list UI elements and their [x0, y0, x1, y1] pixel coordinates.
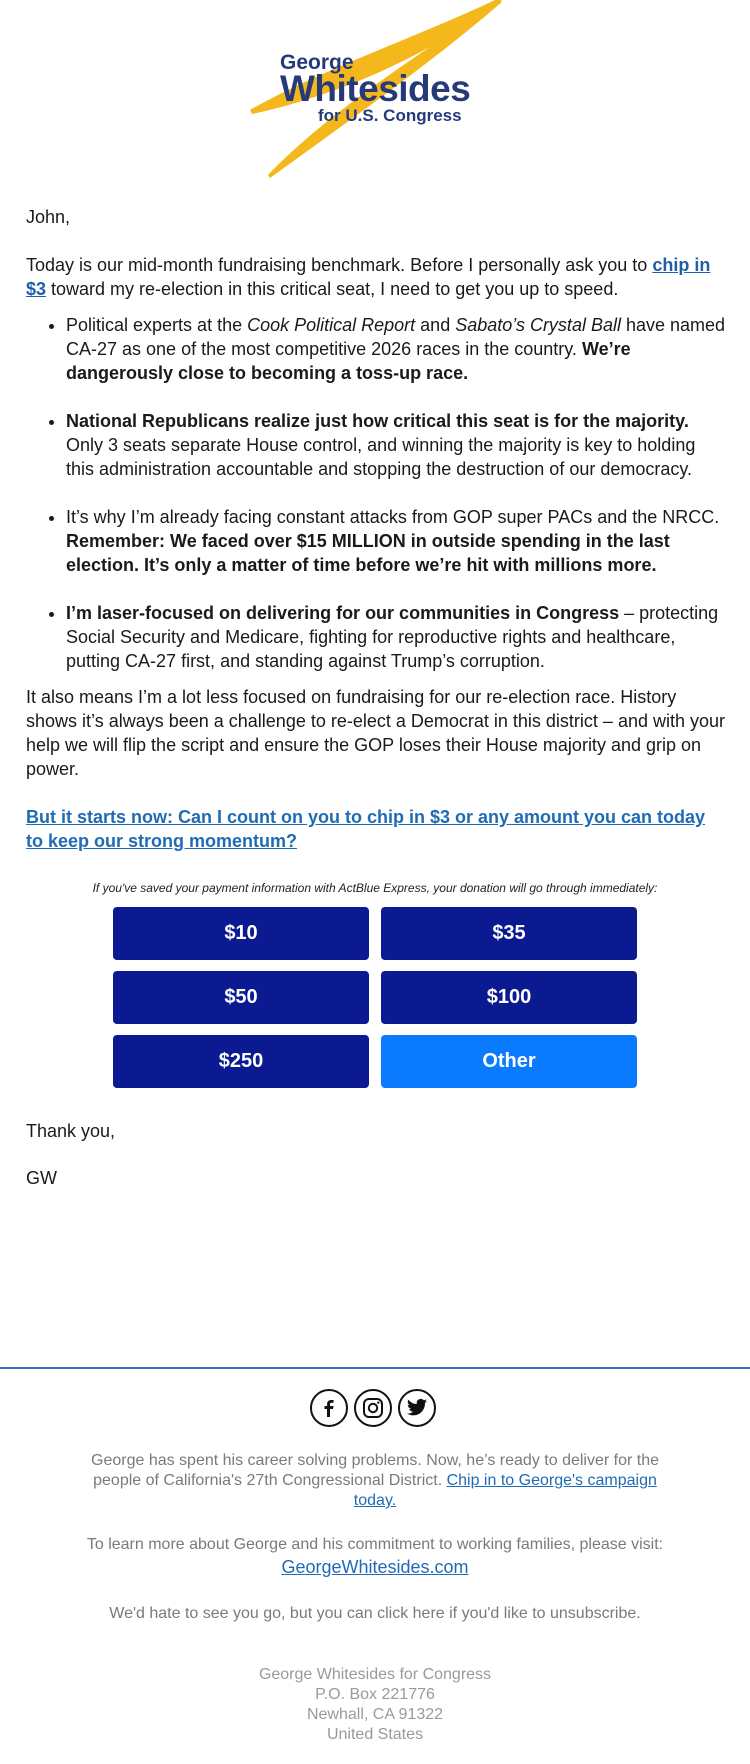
address-line: United States: [326, 1726, 424, 1743]
donate-50-button[interactable]: $50: [113, 971, 369, 1024]
instagram-icon[interactable]: [354, 1389, 392, 1427]
social-links: [310, 1389, 442, 1431]
footer-learn-more: To learn more about George and his commitment to working families, please visit:: [86, 1536, 664, 1553]
logo-subtitle: for U.S. Congress: [318, 106, 462, 125]
list-item: • I’m laser-focused on delivering for our communities in Congress – protecting Social Security and Medicare, fighting for reproductive rights and healthcare, putting CA-27 first, and standing against Trump’s corruption.: [66, 601, 726, 673]
intro-paragraph: Today is our mid-month fundraising benchmark. Before I personally ask you to chip in $3 toward my re-election in this critical seat, I need to get you up to speed.: [26, 255, 711, 299]
donate-250-button[interactable]: $250: [113, 1035, 369, 1088]
footer-site-link-wrap: [70, 1556, 680, 1578]
cta-paragraph: [26, 805, 726, 853]
footer-bio: George has spent his career solving problems. Now, he’s ready to deliver for the people of California's 27th Congressional District. Chip in to George's campaign today.: [91, 1452, 659, 1509]
donate-35-button[interactable]: $35: [381, 907, 637, 960]
facebook-icon[interactable]: [310, 1389, 348, 1427]
chip-in-link[interactable]: chip in $3: [26, 255, 711, 299]
footer-divider: [0, 1367, 750, 1369]
donate-10-button[interactable]: $10: [113, 907, 369, 960]
address-line: Newhall, CA 91322: [306, 1706, 444, 1723]
unsubscribe-link[interactable]: We'd hate to see you go, but you can click here if you'd like to unsubscribe.: [109, 1605, 641, 1622]
list-item: • National Republicans realize just how critical this seat is for the majority. Only 3 seats separate House control, and winning the majority is key to holding this administration accountable and stopping the destruction of our democracy.: [66, 409, 726, 481]
donate-100-button[interactable]: $100: [381, 971, 637, 1024]
twitter-icon[interactable]: [398, 1389, 436, 1427]
donate-other-button[interactable]: Other: [381, 1035, 637, 1088]
address-line: George Whitesides for Congress: [258, 1666, 492, 1683]
list-item: • Political experts at the Cook Political Report and Sabato’s Crystal Ball have named CA-27 as one of the most competitive 2026 races in the country. We’re dangerously close to becoming a toss-up race.: [66, 313, 726, 385]
closing-thanks: Thank you,: [26, 1121, 116, 1141]
footer-chip-in-link[interactable]: Chip in to George's campaign today.: [353, 1472, 657, 1509]
greeting: John,: [26, 207, 71, 227]
campaign-logo: [240, 0, 510, 178]
donate-cta-link[interactable]: But it starts now: Can I count on you to chip in $3 or any amount you can today to keep our strong momentum?: [26, 807, 706, 851]
website-link[interactable]: GeorgeWhitesides.com: [281, 1557, 469, 1577]
email-body: [26, 205, 726, 853]
key-points-list: [26, 313, 726, 673]
actblue-note: If you've saved your payment information with ActBlue Express, your donation will go through immediately:: [92, 881, 658, 895]
list-item: • It’s why I’m already facing constant attacks from GOP super PACs and the NRCC. Remember: We faced over $15 MILLION in outside spending in the last election. It’s only a matter of time before we’re hit with millions more.: [66, 505, 726, 577]
fundraising-paragraph: It also means I’m a lot less focused on fundraising for our re-election race. History shows it’s always been a challenge to re-elect a Democrat in this district – and with your help we will flip the script and ensure the GOP loses their House majority and grip on power.: [26, 687, 726, 779]
logo-first-name: George: [280, 51, 354, 74]
signature: GW: [26, 1168, 57, 1188]
logo-last-name: Whitesides: [280, 68, 471, 109]
address-line: P.O. Box 221776: [315, 1686, 435, 1703]
